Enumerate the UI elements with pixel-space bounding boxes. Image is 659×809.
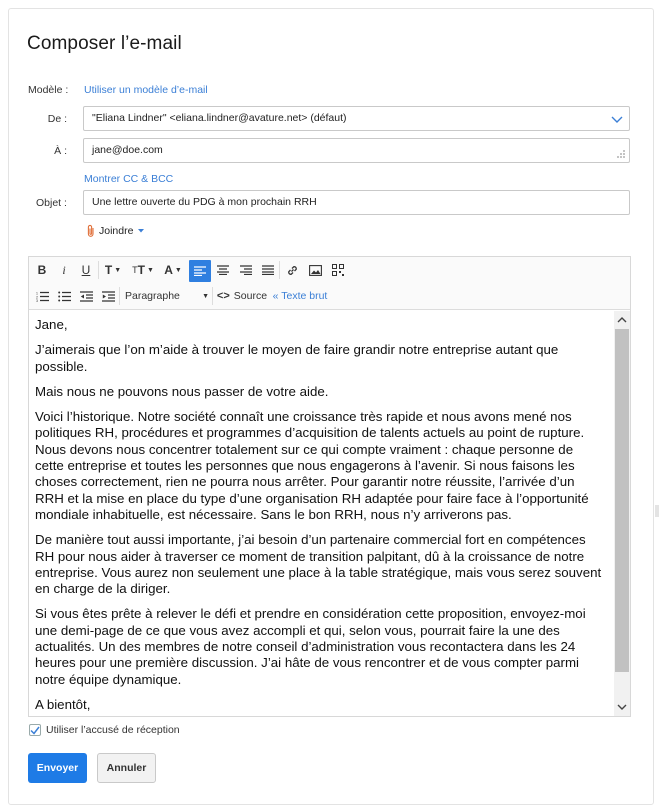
message-paragraph: Jane, [35,317,68,332]
to-label: À : [54,145,67,157]
message-paragraph: Mais nous ne pouvons nous passer de votre aide. [35,383,329,399]
read-receipt-label: Utiliser l’accusé de réception [46,724,180,736]
toolbar-divider [119,287,120,305]
from-value: "Eliana Lindner" <eliana.lindner@avature.net> (défaut) [92,112,347,124]
dialog-title: Composer l’e-mail [27,33,182,54]
message-paragraph: Si vous êtes prête à relever le défi et prendre en considération cette proposition, envoyez-moi une demi-page de ce que vous avez accompli et qui, selon vous, pourrait faire la une des actualités. Un des membres de notre conseil d’administration vous recontactera dans les 24 heures pour une première discussion. J’ai hâte de vous rencontrer et de vous compter parmi notre équipe dynamique. [35,606,586,687]
read-receipt-checkbox[interactable] [29,724,41,736]
indent-icon[interactable] [98,285,118,307]
message-paragraph: Voici l’historique. Notre société connaît une croissance très rapide et nous avons mené nos politiques RH, procédures et programmes d’acquisition de talents actuels au point de rupture. Nous devons nous concentrer totalement sur ce qui compte vraiment : chaque personne de cette entreprise et toutes les personnes que nous engagerons à l’avenir. Si nous faisons les choses correctement, rien ne pourra nous arrêter. Pour garantir notre réussite, l’arrivée d’un RRH et la mise en place du type d’une organisation RH adaptée pour faire face à l’opportunité mondiale inhabituelle, est nécessaire. Sans le bon RRH, nous n’y arriverons pas. [35,409,589,522]
paragraph-format-select[interactable] [123,285,211,307]
scroll-down-icon[interactable] [614,699,630,715]
to-value: jane@doe.com [92,144,163,156]
attach-button[interactable] [86,224,145,238]
align-left-icon[interactable] [189,260,211,282]
link-icon[interactable] [281,259,303,281]
outdent-icon[interactable] [76,285,96,307]
send-button[interactable]: Envoyer [28,753,87,783]
svg-text:3: 3 [35,298,38,302]
bold-icon[interactable]: B [37,263,47,277]
bullet-list-icon[interactable] [54,285,74,307]
message-paragraph: J’aimerais que l’on m’aide à trouver le moyen de faire grandir notre entreprise autant que possible. [35,342,559,374]
paragraph-format-value: Paragraphe [125,290,180,302]
qr-code-icon[interactable] [327,259,349,281]
source-button[interactable] [215,285,269,307]
use-template-link[interactable]: Utiliser un modèle d’e-mail [84,84,208,96]
show-cc-bcc-link[interactable]: Montrer CC & BCC [84,173,174,185]
message-paragraph: A bientôt, [35,696,91,712]
svg-text:1: 1 [35,291,38,295]
code-icon: <> [216,290,230,302]
source-label: Source [233,290,268,302]
chevron-down-icon [611,114,623,124]
align-right-icon[interactable] [235,259,257,281]
caret-down-icon [137,228,145,234]
message-body[interactable] [29,311,630,716]
image-icon[interactable] [304,259,326,281]
cancel-button[interactable]: Annuler [97,753,156,783]
template-label: Modèle : [28,84,69,96]
subject-value: Une lettre ouverte du PDG à mon prochain RRH [92,196,317,208]
caret-down-icon: ▼ [202,292,209,300]
toolbar-divider [98,261,99,279]
subject-input[interactable] [83,190,630,215]
toolbar-divider [212,287,213,305]
font-size-icon[interactable]: T T ▼ [132,263,154,277]
svg-text:2: 2 [35,295,38,299]
numbered-list-icon[interactable] [32,285,52,307]
font-family-icon[interactable]: T ▼ [104,263,122,277]
from-select[interactable] [83,106,630,131]
to-field[interactable] [83,138,630,163]
rich-text-editor [28,256,631,717]
italic-icon[interactable]: i [62,262,66,277]
from-label: De : [47,113,67,125]
attach-label: Joindre [99,225,134,237]
paperclip-icon [86,224,96,238]
scroll-up-icon[interactable] [614,311,630,327]
checkmark-icon [30,726,40,735]
plain-text-link[interactable]: « Texte brut [272,290,328,302]
read-receipt-option[interactable] [29,724,180,736]
text-color-icon[interactable]: A ▼ [164,263,182,277]
align-justify-icon[interactable] [257,259,279,281]
resize-handle-icon[interactable] [655,505,659,517]
message-paragraph: De manière tout aussi importante, j’ai besoin d’un partenaire commercial fort en compétences RH pour nous aider à traverser ce moment de transition palpitant, dû à la croissance de notre entreprise. Vous aurez non seulement une place à la table stratégique, mais vous serez souvent en charge de la diriger. [35,532,602,597]
toolbar-divider [279,261,280,279]
message-scrollbar[interactable] [614,311,630,716]
message-content[interactable] [35,317,605,716]
align-center-icon[interactable] [212,259,234,281]
underline-icon[interactable]: U [81,263,91,277]
editor-toolbar [29,257,630,310]
resize-grip-icon[interactable] [616,149,626,159]
subject-label: Objet : [36,197,67,209]
scrollbar-thumb[interactable] [615,329,629,672]
